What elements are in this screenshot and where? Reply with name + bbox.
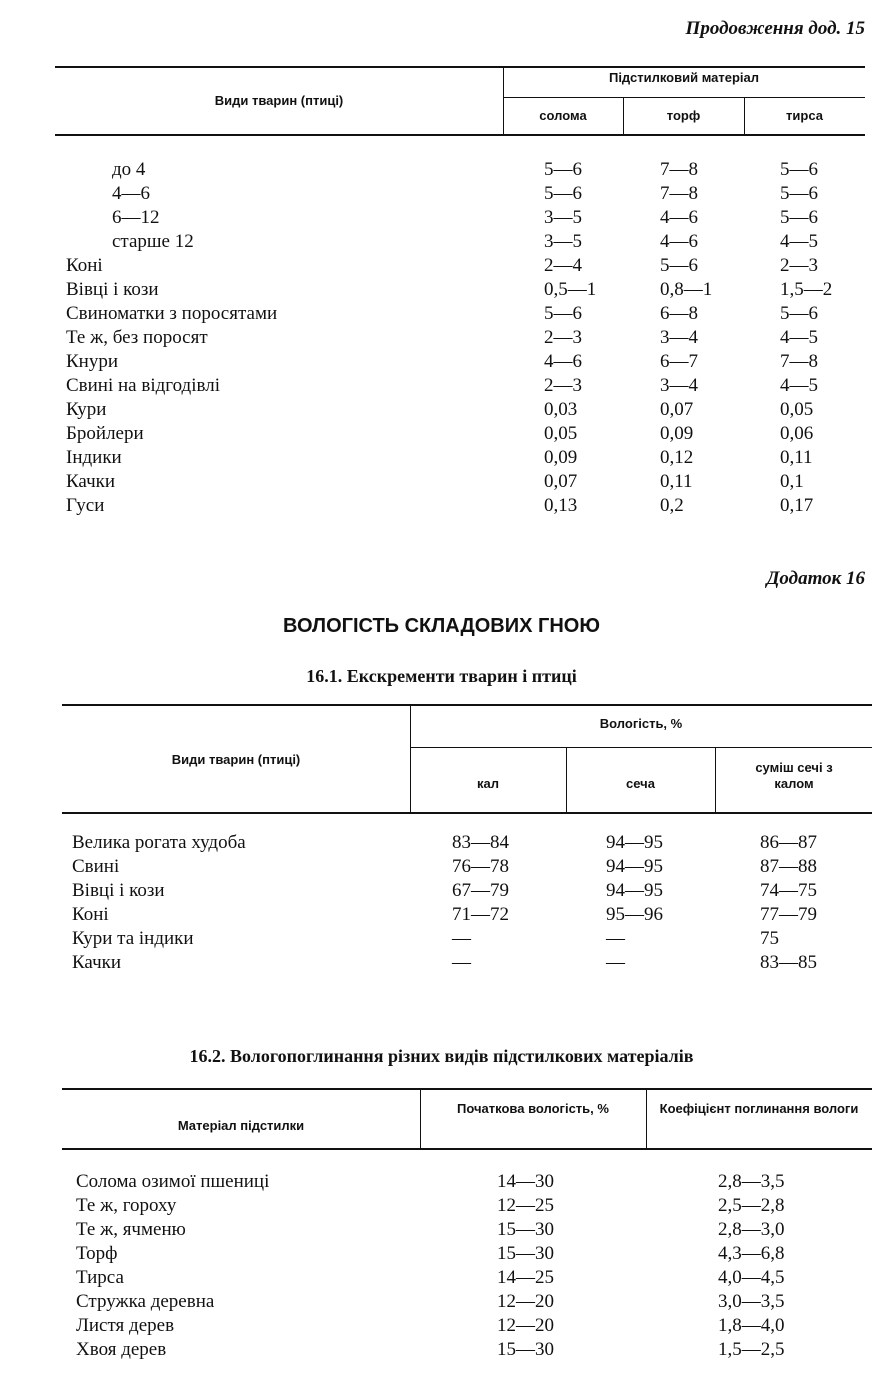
row-value: 0,1 <box>780 471 804 492</box>
row-value: 86—87 <box>760 832 817 853</box>
table-16-1-col-mix: суміш сечі з калом <box>755 760 833 791</box>
row-value: 0,11 <box>780 447 813 468</box>
row-value: 71—72 <box>452 904 509 925</box>
row-value: 95—96 <box>606 904 663 925</box>
row-value: 2,5—2,8 <box>718 1195 785 1216</box>
row-label: Свиноматки з поросятами <box>66 303 278 324</box>
table-row <box>0 1194 883 1218</box>
row-value: 0,5—1 <box>544 279 597 300</box>
table-16-2-col-divider <box>646 1088 647 1148</box>
row-label: Коні <box>66 255 103 276</box>
row-value: — <box>452 952 471 973</box>
row-value: 5—6 <box>780 159 818 180</box>
row-label: Вівці і кози <box>66 279 159 300</box>
table-row <box>0 1290 883 1314</box>
table-row <box>0 1242 883 1266</box>
row-value: 4—6 <box>660 207 698 228</box>
row-label: 4—6 <box>112 183 150 204</box>
row-value: 4—5 <box>780 231 818 252</box>
row-label: до 4 <box>112 159 146 180</box>
table-15-head-rule <box>55 134 865 136</box>
table-16-1-col-divider <box>715 747 716 812</box>
table-row <box>0 1170 883 1194</box>
row-value: 15—30 <box>497 1243 554 1264</box>
table-row <box>0 278 883 302</box>
table-16-1-group-header: Вологість, % <box>599 716 683 731</box>
table-16-2-coef-header: Коефіцієнт поглинання вологи <box>659 1101 859 1116</box>
row-label: Вівці і кози <box>72 880 165 901</box>
table-15-col-peat: торф <box>666 108 701 123</box>
row-label: Коні <box>72 904 109 925</box>
row-label: старше 12 <box>112 231 194 252</box>
row-value: 5—6 <box>544 159 582 180</box>
row-value: 5—6 <box>660 255 698 276</box>
table-16-1-caption: 16.1. Екскременти тварин і птиці <box>306 666 577 686</box>
table-16-1-species-header: Види тварин (птиці) <box>171 752 301 767</box>
row-value: 2,8—3,5 <box>718 1171 785 1192</box>
row-value: 76—78 <box>452 856 509 877</box>
table-row <box>0 855 883 879</box>
table-row <box>0 1218 883 1242</box>
row-value: 14—25 <box>497 1267 554 1288</box>
table-row <box>0 903 883 927</box>
row-value: 1,5—2,5 <box>718 1339 785 1360</box>
row-value: 1,5—2 <box>780 279 833 300</box>
row-label: 6—12 <box>112 207 160 228</box>
row-label: Качки <box>72 952 122 973</box>
continuation-label: Продовження дод. 15 <box>685 18 865 39</box>
table-15-group-header: Підстилковий матеріал <box>608 70 760 85</box>
row-value: — <box>452 928 471 949</box>
row-label: Солома озимої пшениці <box>76 1171 270 1192</box>
row-label: Свині на відгодівлі <box>66 375 220 396</box>
table-16-1-col-feces: кал <box>477 776 499 791</box>
row-label: Кури <box>66 399 107 420</box>
row-value: 4,3—6,8 <box>718 1243 785 1264</box>
row-value: 4—5 <box>780 327 818 348</box>
row-label: Тирса <box>76 1267 124 1288</box>
row-value: 94—95 <box>606 856 663 877</box>
table-15-col-sawdust: тирса <box>786 108 823 123</box>
row-label: Качки <box>66 471 116 492</box>
row-label: Велика рогата худоба <box>72 832 246 853</box>
table-16-2-head-rule <box>62 1148 872 1150</box>
table-16-2-caption: 16.2. Вологопоглинання різних видів підстилкових матеріалів <box>189 1046 694 1066</box>
table-16-2-top-rule <box>62 1088 872 1090</box>
row-value: 5—6 <box>780 183 818 204</box>
row-value: 6—8 <box>660 303 698 324</box>
row-value: 0,17 <box>780 495 814 516</box>
table-row <box>0 831 883 855</box>
table-15-top-rule <box>55 66 865 68</box>
row-value: — <box>606 928 625 949</box>
row-value: 12—20 <box>497 1315 554 1336</box>
row-value: 3—5 <box>544 231 582 252</box>
row-value: 4,0—4,5 <box>718 1267 785 1288</box>
row-value: 0,09 <box>660 423 694 444</box>
row-label: Стружка деревна <box>76 1291 215 1312</box>
row-label: Кнури <box>66 351 119 372</box>
row-value: 7—8 <box>780 351 818 372</box>
row-value: 94—95 <box>606 832 663 853</box>
table-row <box>0 326 883 350</box>
row-value: — <box>606 952 625 973</box>
row-label: Свині <box>72 856 120 877</box>
row-value: 14—30 <box>497 1171 554 1192</box>
row-value: 2—4 <box>544 255 582 276</box>
table-15-species-header: Види тварин (птиці) <box>214 93 344 108</box>
table-row <box>0 398 883 422</box>
row-value: 3—4 <box>660 327 698 348</box>
row-value: 0,09 <box>544 447 578 468</box>
row-value: 0,13 <box>544 495 578 516</box>
row-label: Те ж, без поросят <box>66 327 208 348</box>
row-label: Гуси <box>66 495 105 516</box>
row-label: Листя дерев <box>76 1315 175 1336</box>
row-value: 5—6 <box>544 183 582 204</box>
table-15-group-rule <box>503 97 865 98</box>
row-value: 75 <box>760 928 779 949</box>
row-value: 7—8 <box>660 159 698 180</box>
row-label: Бройлери <box>66 423 144 444</box>
row-label: Торф <box>76 1243 118 1264</box>
row-label: Те ж, ячменю <box>76 1219 186 1240</box>
table-16-2-col-divider <box>420 1088 421 1148</box>
appendix-16-label: Додаток 16 <box>766 568 865 589</box>
row-value: 83—84 <box>452 832 509 853</box>
row-value: 94—95 <box>606 880 663 901</box>
table-row <box>0 879 883 903</box>
row-value: 12—20 <box>497 1291 554 1312</box>
table-row <box>0 158 883 182</box>
row-value: 7—8 <box>660 183 698 204</box>
table-15-col-straw: солома <box>539 108 587 123</box>
row-label: Кури та індики <box>72 928 194 949</box>
row-value: 5—6 <box>780 303 818 324</box>
row-value: 0,2 <box>660 495 684 516</box>
row-value: 77—79 <box>760 904 817 925</box>
table-row <box>0 230 883 254</box>
row-value: 2—3 <box>780 255 818 276</box>
row-value: 15—30 <box>497 1339 554 1360</box>
table-row <box>0 951 883 975</box>
row-value: 83—85 <box>760 952 817 973</box>
table-row <box>0 302 883 326</box>
row-label: Хвоя дерев <box>76 1339 167 1360</box>
row-value: 0,07 <box>660 399 694 420</box>
row-value: 3—5 <box>544 207 582 228</box>
table-row <box>0 350 883 374</box>
row-value: 6—7 <box>660 351 698 372</box>
row-value: 4—6 <box>544 351 582 372</box>
table-16-1-head-rule <box>62 812 872 814</box>
row-value: 74—75 <box>760 880 817 901</box>
table-row <box>0 182 883 206</box>
table-row <box>0 1338 883 1362</box>
table-row <box>0 374 883 398</box>
row-value: 0,12 <box>660 447 694 468</box>
table-16-2-moisture-header: Початкова вологість, % <box>457 1101 609 1116</box>
table-row <box>0 422 883 446</box>
table-row <box>0 206 883 230</box>
table-row <box>0 446 883 470</box>
row-value: 0,05 <box>780 399 814 420</box>
row-value: 5—6 <box>780 207 818 228</box>
row-value: 0,11 <box>660 471 693 492</box>
table-16-1-top-rule <box>62 704 872 706</box>
row-value: 0,03 <box>544 399 578 420</box>
row-value: 0,05 <box>544 423 578 444</box>
row-label: Те ж, гороху <box>76 1195 177 1216</box>
table-row <box>0 927 883 951</box>
row-value: 87—88 <box>760 856 817 877</box>
row-value: 12—25 <box>497 1195 554 1216</box>
row-value: 2,8—3,0 <box>718 1219 785 1240</box>
table-row <box>0 1266 883 1290</box>
table-16-2-material-header: Матеріал підстилки <box>177 1118 305 1133</box>
row-value: 5—6 <box>544 303 582 324</box>
row-value: 3,0—3,5 <box>718 1291 785 1312</box>
row-value: 4—5 <box>780 375 818 396</box>
row-value: 1,8—4,0 <box>718 1315 785 1336</box>
row-value: 67—79 <box>452 880 509 901</box>
table-row <box>0 1314 883 1338</box>
row-value: 0,07 <box>544 471 578 492</box>
row-label: Індики <box>66 447 122 468</box>
table-row <box>0 254 883 278</box>
row-value: 3—4 <box>660 375 698 396</box>
table-16-1-col-urine: сеча <box>626 776 655 791</box>
appendix-16-title: ВОЛОГІСТЬ СКЛАДОВИХ ГНОЮ <box>283 615 600 637</box>
row-value: 2—3 <box>544 327 582 348</box>
row-value: 2—3 <box>544 375 582 396</box>
table-row <box>0 470 883 494</box>
row-value: 4—6 <box>660 231 698 252</box>
row-value: 0,06 <box>780 423 814 444</box>
row-value: 15—30 <box>497 1219 554 1240</box>
table-row <box>0 494 883 518</box>
table-16-1-group-rule <box>410 747 872 748</box>
row-value: 0,8—1 <box>660 279 713 300</box>
